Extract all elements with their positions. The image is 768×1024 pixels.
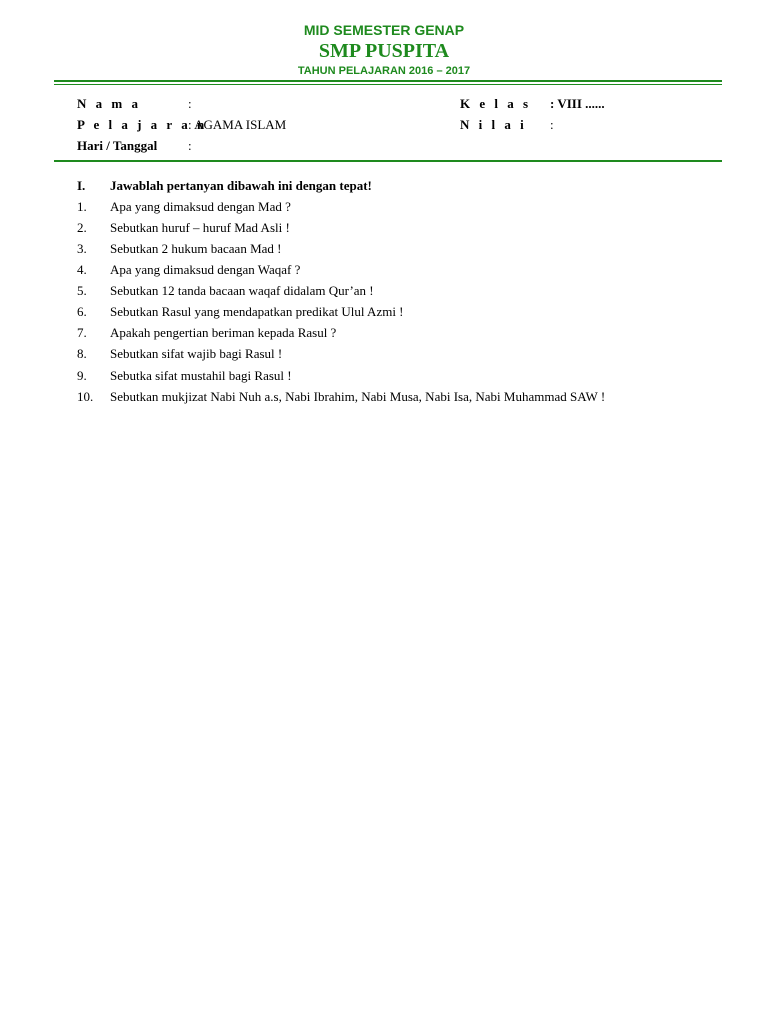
hari-tanggal-colon: : xyxy=(188,138,192,153)
question-number: 8. xyxy=(77,346,87,361)
header-divider-bottom xyxy=(54,84,722,85)
header-divider-top xyxy=(54,80,722,82)
kelas-label: K e l a s xyxy=(460,96,532,111)
question-number: 6. xyxy=(77,304,87,319)
nilai-colon: : xyxy=(550,117,554,132)
question-text: Sebutka sifat mustahil bagi Rasul ! xyxy=(110,368,292,383)
question-number: 7. xyxy=(77,325,87,340)
section-number: I. xyxy=(77,178,86,193)
question-text: Sebutkan sifat wajib bagi Rasul ! xyxy=(110,346,283,361)
question-text: Sebutkan 12 tanda bacaan waqaf didalam Qur’an ! xyxy=(110,283,374,298)
question-text: Apa yang dimaksud dengan Waqaf ? xyxy=(110,262,301,277)
question-text: Sebutkan mukjizat Nabi Nuh a.s, Nabi Ibrahim, Nabi Musa, Nabi Isa, Nabi Muhammad SAW ! xyxy=(110,389,606,404)
section-instruction: Jawablah pertanyan dibawah ini dengan tepat! xyxy=(110,178,372,193)
nilai-label: N i l a i xyxy=(460,117,527,132)
question-number: 5. xyxy=(77,283,87,298)
academic-year: TAHUN PELAJARAN 2016 – 2017 xyxy=(297,65,471,77)
question-number: 10. xyxy=(77,389,94,404)
question-text: Apakah pengertian beriman kepada Rasul ? xyxy=(110,325,337,340)
question-number: 4. xyxy=(77,262,87,277)
hari-tanggal-label: Hari / Tanggal xyxy=(77,138,158,153)
question-text: Apa yang dimaksud dengan Mad ? xyxy=(110,199,291,214)
question-text: Sebutkan huruf – huruf Mad Asli ! xyxy=(110,220,290,235)
exam-title: MID SEMESTER GENAP xyxy=(303,22,465,38)
question-number: 1. xyxy=(77,199,87,214)
pelajaran-label: P e l a j a r a n xyxy=(77,117,208,132)
nama-label: N a m a xyxy=(77,96,141,111)
school-name: SMP PUSPITA xyxy=(318,40,450,62)
info-divider xyxy=(54,160,722,162)
question-number: 3. xyxy=(77,241,87,256)
question-text: Sebutkan Rasul yang mendapatkan predikat Ulul Azmi ! xyxy=(110,304,404,319)
question-number: 9. xyxy=(77,368,87,383)
question-text: Sebutkan 2 hukum bacaan Mad ! xyxy=(110,241,282,256)
question-number: 2. xyxy=(77,220,87,235)
kelas-value: : VIII ...... xyxy=(550,96,605,111)
nama-colon: : xyxy=(188,96,192,111)
pelajaran-value: : AGAMA ISLAM xyxy=(188,117,287,132)
